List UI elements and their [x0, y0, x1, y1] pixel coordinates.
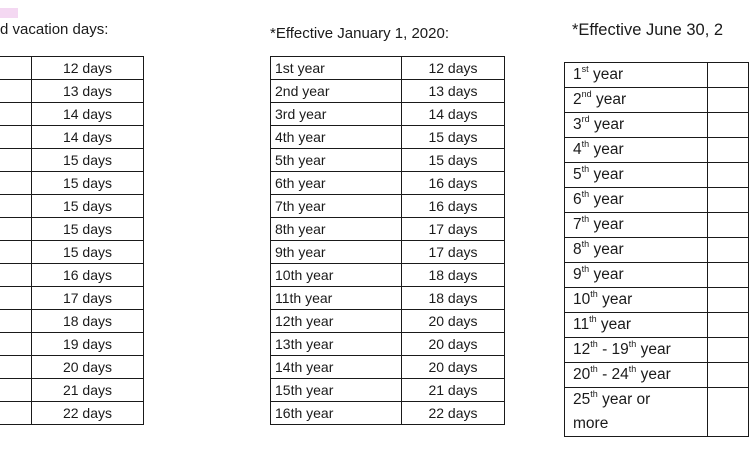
year-cell — [565, 263, 708, 288]
days-cell: 19 days — [32, 333, 144, 356]
year-cell — [0, 126, 32, 149]
heading-effective-june-30: *Effective June 30, 2 — [572, 21, 724, 39]
year-text: year — [589, 266, 624, 283]
year-number: 12 — [573, 341, 591, 358]
year-cell — [565, 63, 708, 88]
year-cell — [0, 310, 32, 333]
days-cell: 12 days — [32, 57, 144, 80]
year-cell: 13th year — [271, 333, 402, 356]
days-cell — [708, 88, 749, 113]
days-cell: 15 days — [32, 218, 144, 241]
year-text: year — [597, 291, 633, 308]
ordinal-suffix: th — [581, 264, 590, 274]
table-row — [0, 80, 144, 103]
ordinal-suffix: th — [581, 214, 590, 224]
days-cell: 21 days — [402, 379, 505, 402]
table-row — [0, 356, 144, 379]
year-number: 11 — [573, 316, 590, 333]
year-number: 6 — [573, 191, 582, 208]
year-cell: 6th year — [271, 172, 402, 195]
year-number: 9 — [573, 266, 582, 283]
days-cell: 16 days — [32, 264, 144, 287]
year-cell — [565, 238, 708, 263]
ordinal-suffix: nd — [581, 89, 592, 99]
year-cell — [565, 88, 708, 113]
table-row — [565, 238, 749, 263]
table-row — [565, 313, 749, 338]
table-row — [271, 195, 505, 218]
days-cell — [708, 363, 749, 388]
ordinal-suffix: st — [581, 64, 589, 74]
days-cell — [708, 388, 749, 437]
days-cell: 17 days — [32, 287, 144, 310]
days-cell: 22 days — [402, 402, 505, 425]
ordinal-suffix: th — [581, 189, 590, 199]
heading-vacation-days: d vacation days: — [0, 21, 109, 38]
days-cell — [708, 63, 749, 88]
table-row — [0, 172, 144, 195]
days-cell: 12 days — [402, 57, 505, 80]
table-row — [565, 363, 749, 388]
table-row — [271, 80, 505, 103]
days-cell — [708, 163, 749, 188]
year-number: 4 — [573, 141, 582, 158]
table-row — [271, 241, 505, 264]
table-row — [565, 63, 749, 88]
year-number: 2 — [573, 91, 582, 108]
table-row — [0, 195, 144, 218]
table-row — [271, 356, 505, 379]
year-number: 8 — [573, 241, 582, 258]
table-row — [271, 379, 505, 402]
days-cell: 14 days — [32, 103, 144, 126]
days-cell — [708, 288, 749, 313]
vacation-table-june-30 — [564, 62, 749, 437]
ordinal-suffix: th — [628, 339, 637, 349]
table-row — [565, 263, 749, 288]
table-row — [271, 103, 505, 126]
year-text: - 24 — [597, 366, 629, 383]
table-row — [0, 264, 144, 287]
days-cell: 20 days — [402, 310, 505, 333]
year-cell — [0, 402, 32, 425]
year-cell: 11th year — [271, 287, 402, 310]
days-cell: 20 days — [402, 356, 505, 379]
year-text: year — [596, 316, 632, 333]
year-cell: 14th year — [271, 356, 402, 379]
year-text: year — [589, 216, 624, 233]
ordinal-suffix: th — [590, 339, 598, 349]
year-cell: 3rd year — [271, 103, 402, 126]
days-cell: 15 days — [32, 172, 144, 195]
year-cell — [565, 288, 708, 313]
table-row — [0, 57, 144, 80]
table-row — [0, 287, 144, 310]
year-number: 1 — [573, 66, 582, 83]
table-row — [271, 149, 505, 172]
year-cell — [565, 388, 708, 437]
year-cell: 10th year — [271, 264, 402, 287]
year-cell: 7th year — [271, 195, 402, 218]
year-cell — [0, 287, 32, 310]
table-row — [271, 218, 505, 241]
days-cell — [708, 238, 749, 263]
table-row — [271, 264, 505, 287]
table-row — [271, 310, 505, 333]
table-row — [0, 333, 144, 356]
table-row — [0, 402, 144, 425]
year-cell — [0, 333, 32, 356]
days-cell: 22 days — [32, 402, 144, 425]
year-cell — [0, 218, 32, 241]
year-cell: 12th year — [271, 310, 402, 333]
year-cell: 5th year — [271, 149, 402, 172]
days-cell: 14 days — [402, 103, 505, 126]
year-cell: 4th year — [271, 126, 402, 149]
year-cell: 15th year — [271, 379, 402, 402]
year-text: year — [589, 141, 624, 158]
table-row — [0, 218, 144, 241]
table-row — [565, 213, 749, 238]
year-cell — [0, 264, 32, 287]
days-cell: 15 days — [402, 149, 505, 172]
year-cell — [0, 172, 32, 195]
days-cell: 15 days — [402, 126, 505, 149]
table-row — [565, 388, 749, 437]
vacation-table-jan-2020 — [270, 56, 505, 425]
year-cell — [565, 313, 708, 338]
table-row — [0, 149, 144, 172]
table-row — [565, 113, 749, 138]
table-row — [565, 288, 749, 313]
ordinal-suffix: th — [590, 289, 598, 299]
days-cell: 17 days — [402, 218, 505, 241]
ordinal-suffix: th — [590, 389, 598, 399]
year-text: year — [636, 366, 671, 383]
table-row — [565, 338, 749, 363]
highlight-mark — [0, 8, 18, 18]
year-text: year — [589, 191, 624, 208]
year-number: 3 — [573, 116, 582, 133]
year-cell — [565, 363, 708, 388]
table-row — [0, 310, 144, 333]
ordinal-suffix: rd — [581, 114, 590, 124]
days-cell: 15 days — [32, 241, 144, 264]
year-cell: 16th year — [271, 402, 402, 425]
days-cell: 21 days — [32, 379, 144, 402]
year-number: 5 — [573, 166, 582, 183]
days-cell: 18 days — [32, 310, 144, 333]
year-cell — [0, 103, 32, 126]
year-cell: 8th year — [271, 218, 402, 241]
year-text: - 19 — [597, 341, 629, 358]
ordinal-suffix: th — [581, 139, 590, 149]
table-row — [565, 163, 749, 188]
days-cell — [708, 263, 749, 288]
days-cell — [708, 313, 749, 338]
days-cell — [708, 138, 749, 163]
year-cell — [0, 149, 32, 172]
year-cell — [0, 80, 32, 103]
table-row — [271, 402, 505, 425]
year-text: year — [591, 91, 627, 108]
year-cell — [0, 241, 32, 264]
year-cell: 1st year — [271, 57, 402, 80]
days-cell — [708, 338, 749, 363]
heading-effective-jan-2020: *Effective January 1, 2020: — [270, 25, 450, 42]
year-cell — [565, 163, 708, 188]
table-row — [0, 103, 144, 126]
days-cell: 18 days — [402, 287, 505, 310]
ordinal-suffix: th — [589, 314, 597, 324]
ordinal-suffix: th — [581, 239, 590, 249]
vacation-table-current — [0, 56, 144, 425]
days-cell: 15 days — [32, 195, 144, 218]
table-row — [0, 241, 144, 264]
days-cell: 17 days — [402, 241, 505, 264]
year-cell — [0, 379, 32, 402]
table-row — [271, 287, 505, 310]
year-cell — [565, 138, 708, 163]
days-cell: 15 days — [32, 149, 144, 172]
year-cell — [565, 188, 708, 213]
year-cell — [565, 338, 708, 363]
days-cell: 14 days — [32, 126, 144, 149]
year-number: 20 — [573, 366, 591, 383]
days-cell: 18 days — [402, 264, 505, 287]
days-cell — [708, 188, 749, 213]
days-cell: 16 days — [402, 195, 505, 218]
year-cell — [565, 113, 708, 138]
year-cell — [0, 195, 32, 218]
table-row — [271, 172, 505, 195]
year-text: year or — [597, 391, 651, 408]
year-number: 25 — [573, 391, 591, 408]
year-text: year — [589, 166, 624, 183]
days-cell — [708, 213, 749, 238]
table-row — [0, 379, 144, 402]
year-cell — [0, 57, 32, 80]
year-cell — [0, 356, 32, 379]
table-row — [565, 188, 749, 213]
year-text: year — [588, 66, 624, 83]
days-cell — [708, 113, 749, 138]
days-cell: 20 days — [402, 333, 505, 356]
days-cell: 13 days — [32, 80, 144, 103]
table-row — [271, 333, 505, 356]
ordinal-suffix: th — [581, 164, 590, 174]
year-text: year — [589, 116, 625, 133]
ordinal-suffix: th — [590, 364, 598, 374]
table-row — [565, 88, 749, 113]
ordinal-suffix: th — [628, 364, 637, 374]
days-cell: 13 days — [402, 80, 505, 103]
table-row — [565, 138, 749, 163]
year-number: 7 — [573, 216, 582, 233]
year-cell — [565, 213, 708, 238]
year-text: year — [636, 341, 671, 358]
year-text: more — [573, 415, 609, 432]
year-number: 10 — [573, 291, 591, 308]
days-cell: 16 days — [402, 172, 505, 195]
table-row — [271, 126, 505, 149]
year-cell: 9th year — [271, 241, 402, 264]
table-row — [0, 126, 144, 149]
days-cell: 20 days — [32, 356, 144, 379]
year-text: year — [589, 241, 624, 258]
table-row — [271, 57, 505, 80]
year-cell: 2nd year — [271, 80, 402, 103]
